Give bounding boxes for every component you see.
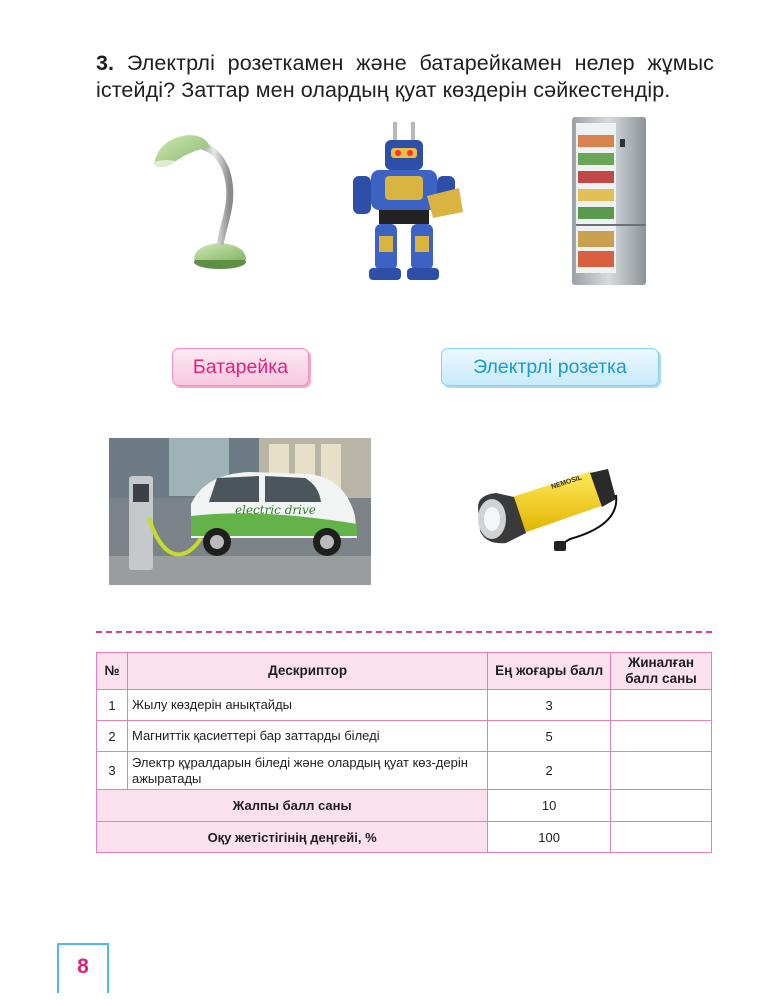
table-row	[97, 690, 712, 721]
row-descriptor: Жылу көздерін анықтайды	[127, 690, 487, 721]
row-max-score: 3	[488, 690, 611, 721]
header-collected-score: Жиналған балл саны	[611, 653, 712, 690]
row-max-score: 2	[488, 752, 611, 790]
total-collected-cell[interactable]	[611, 790, 712, 822]
robot-toy-image	[345, 118, 465, 286]
task-question: Электрлі розеткамен және батарейкамен нелер жұмыс істейді? Заттар мен олардың қуат көздерін сәйкестендір.	[96, 51, 715, 102]
page-number: 8	[57, 943, 109, 993]
achievement-level-value: 100	[488, 822, 611, 853]
battery-label[interactable]: Батарейка	[172, 348, 309, 386]
desk-lamp-image	[140, 125, 260, 275]
assessment-table	[96, 652, 712, 853]
row-collected-score-cell[interactable]	[611, 752, 712, 790]
electric-car-charging-image	[109, 438, 371, 585]
task-text	[96, 50, 714, 104]
row-max-score: 5	[488, 721, 611, 752]
row-collected-score-cell[interactable]	[611, 721, 712, 752]
achievement-collected-cell[interactable]	[611, 822, 712, 853]
task-number: 3.	[96, 51, 115, 75]
row-collected-score-cell[interactable]	[611, 690, 712, 721]
header-max-score: Ең жоғары балл	[488, 653, 611, 690]
total-score-row	[97, 790, 712, 822]
electric-outlet-label[interactable]: Электрлі розетка	[441, 348, 659, 386]
refrigerator-image	[568, 115, 650, 287]
car-decal-text: electric drive	[235, 503, 316, 517]
total-score-label: Жалпы балл саны	[97, 790, 488, 822]
section-divider	[96, 631, 712, 633]
row-number: 3	[97, 752, 128, 790]
flashlight-brand-text: NEMOSIL	[550, 474, 583, 491]
header-number: №	[97, 653, 128, 690]
table-header-row	[97, 653, 712, 690]
row-number: 2	[97, 721, 128, 752]
achievement-level-label: Оқу жетістігінің деңгейі, %	[97, 822, 488, 853]
row-number: 1	[97, 690, 128, 721]
header-descriptor: Дескриптор	[127, 653, 487, 690]
table-row	[97, 721, 712, 752]
flashlight-image	[470, 465, 620, 560]
table-row	[97, 752, 712, 790]
achievement-level-row	[97, 822, 712, 853]
total-score-value: 10	[488, 790, 611, 822]
row-descriptor: Электр құралдарын біледі және олардың қуат көз-дерін ажыратады	[127, 752, 487, 790]
row-descriptor: Магниттік қасиеттері бар заттарды біледі	[127, 721, 487, 752]
